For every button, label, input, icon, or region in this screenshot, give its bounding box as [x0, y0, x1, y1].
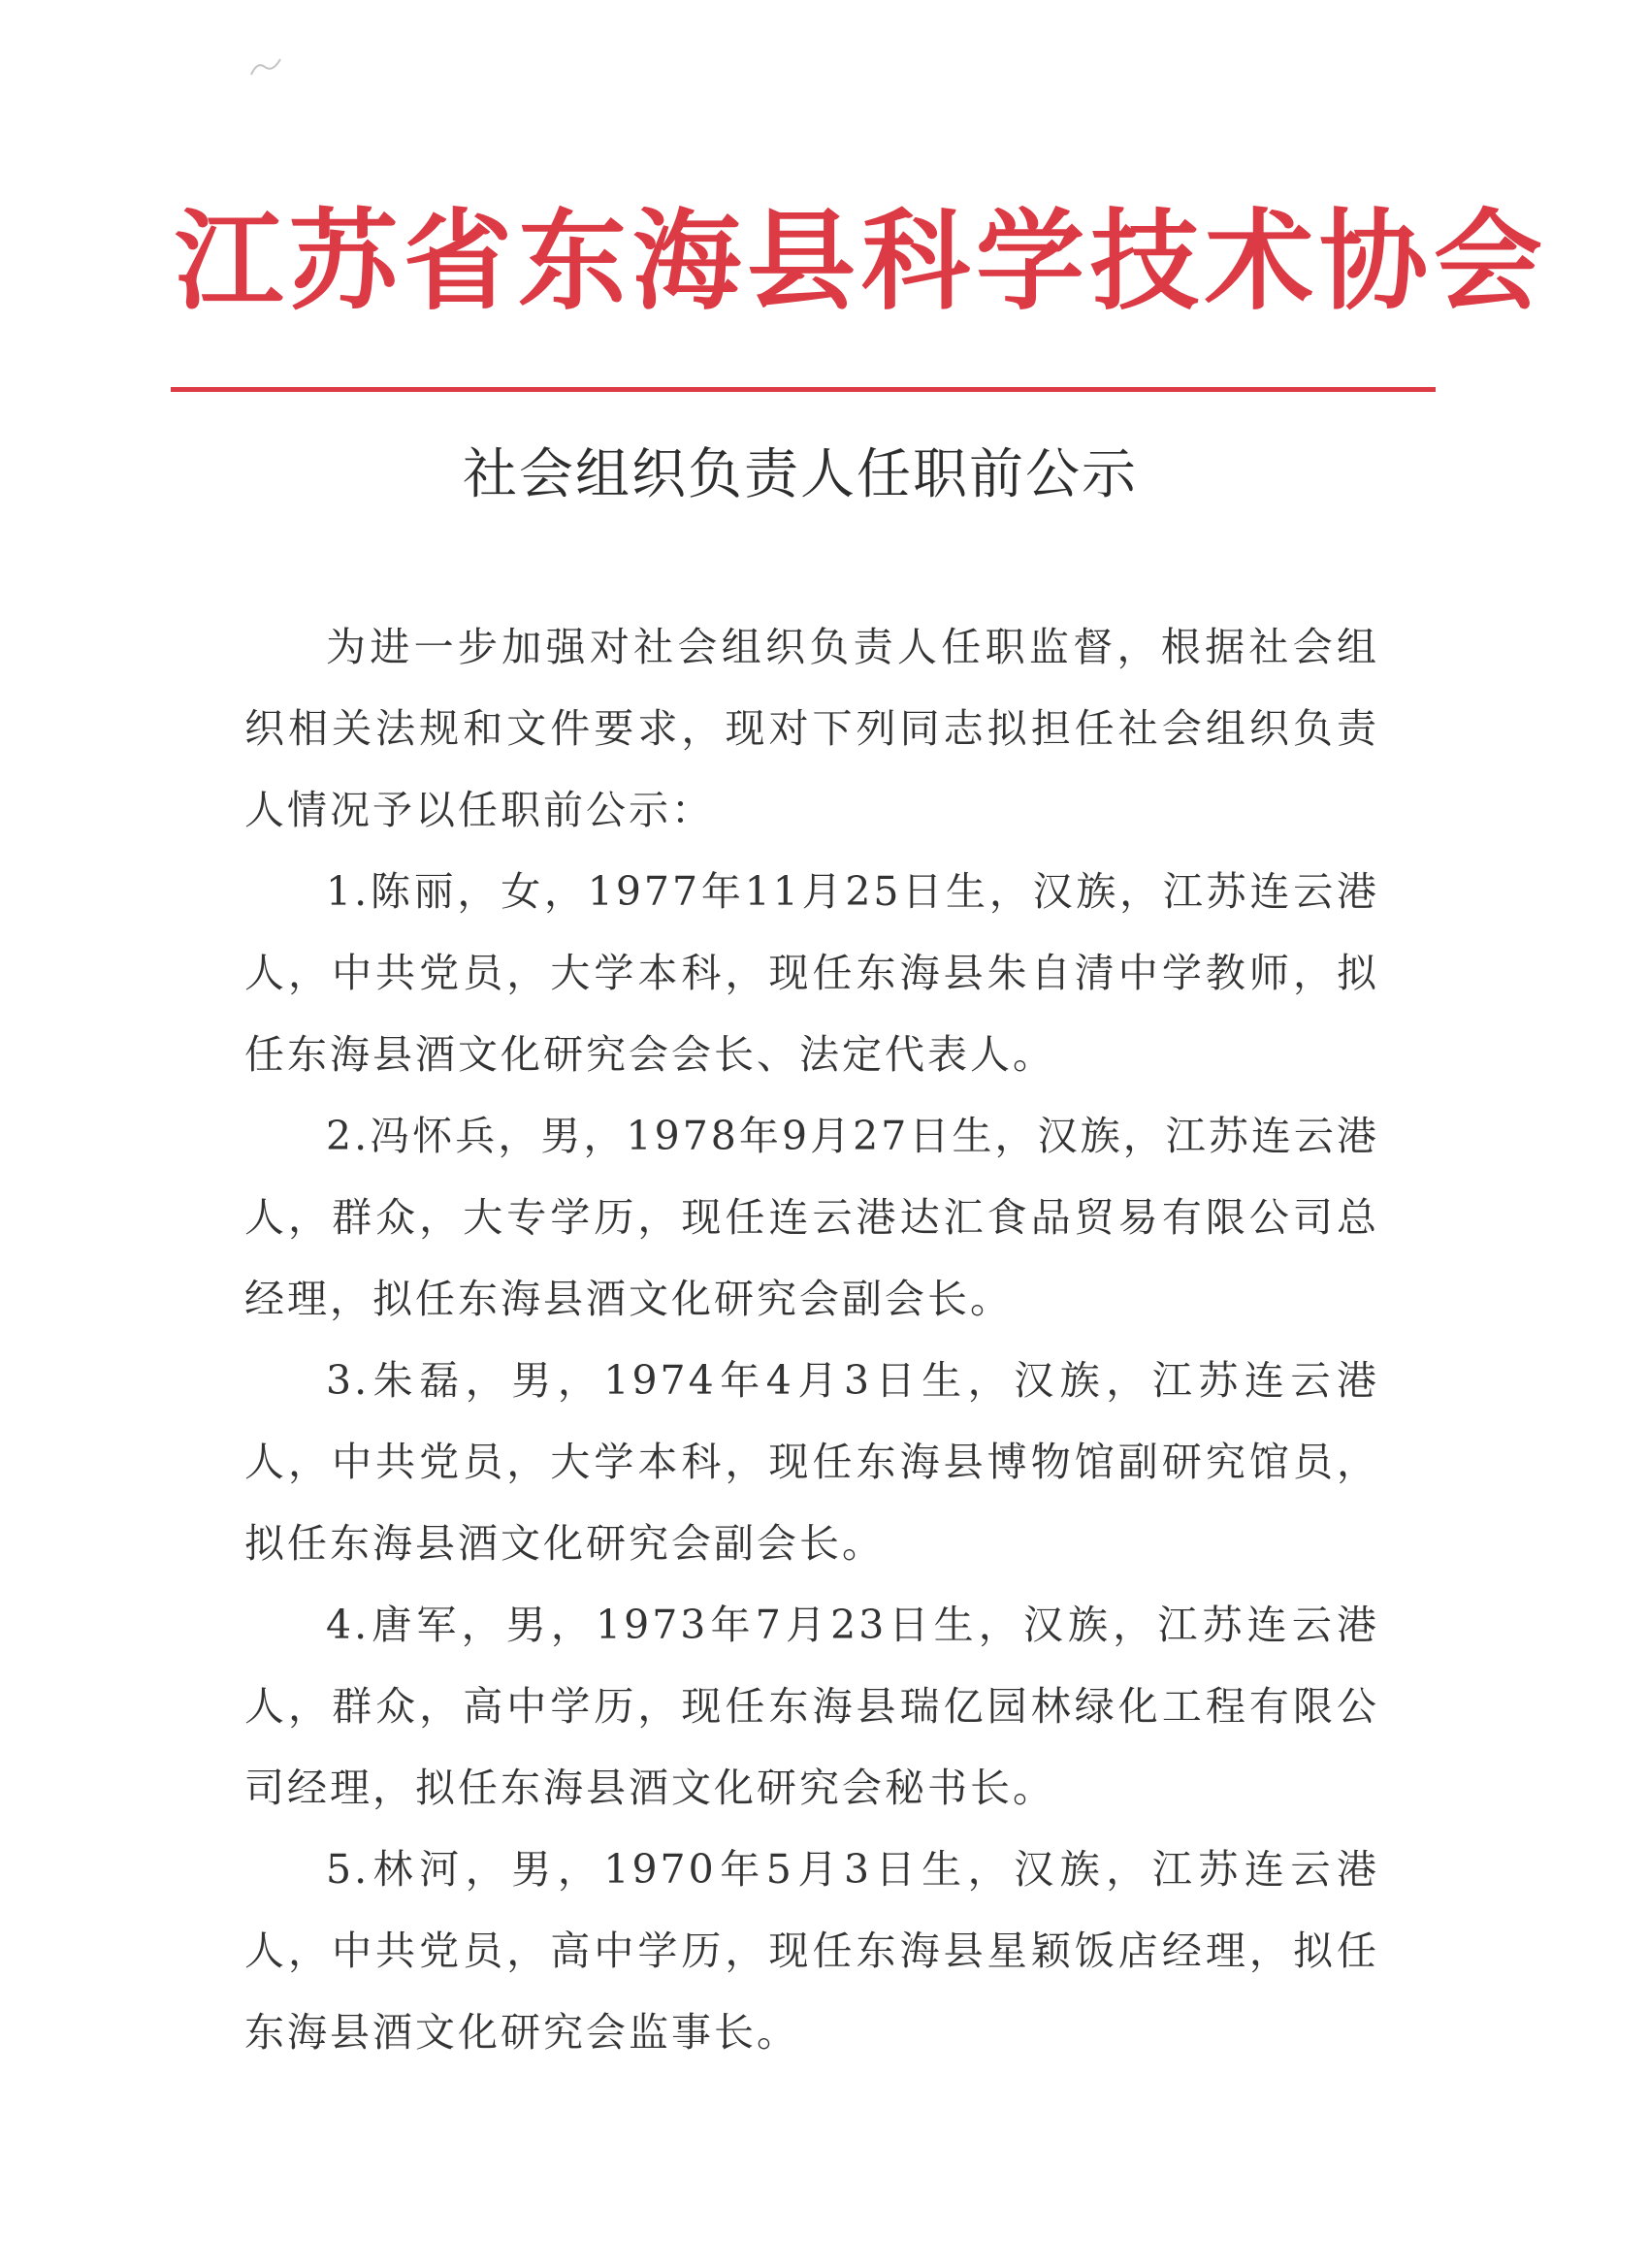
nominee-paragraph: 2.冯怀兵，男，1978年9月27日生，汉族，江苏连云港人，群众，大专学历，现任连云港达汇食品贸易有限公司总经理，拟任东海县酒文化研究会副会长。: [244, 1113, 1379, 1322]
nominee-paragraph: 4.唐军，男，1973年7月23日生，汉族，江苏连云港人，群众，高中学历，现任东海县瑞亿园林绿化工程有限公司经理，拟任东海县酒文化研究会秘书长。: [244, 1602, 1379, 1811]
organization-header: 江苏省东海县科学技术协会: [175, 198, 1548, 325]
nominee-paragraph: 5.林河，男，1970年5月3日生，汉族，江苏连云港人，中共党员，高中学历，现任东海县星颖饭店经理，拟任东海县酒文化研究会监事长。: [244, 1846, 1379, 2056]
document-body: [244, 606, 1379, 2073]
document-title: 社会组织负责人任职前公示: [463, 443, 1138, 506]
nominee-paragraph: 1.陈丽，女，1977年11月25日生，汉族，江苏连云港人，中共党员，大学本科，现任东海县朱自清中学教师，拟任东海县酒文化研究会会长、法定代表人。: [244, 868, 1379, 1078]
scan-speck-mark: [247, 53, 286, 82]
intro-paragraph: 为进一步加强对社会组织负责人任职监督，根据社会组织相关法规和文件要求，现对下列同志拟担任社会组织负责人情况予以任职前公示：: [244, 624, 1379, 833]
header-red-rule: [171, 387, 1436, 392]
nominee-paragraph: 3.朱磊，男，1974年4月3日生，汉族，江苏连云港人，中共党员，大学本科，现任东海县博物馆副研究馆员，拟任东海县酒文化研究会副会长。: [244, 1357, 1379, 1567]
